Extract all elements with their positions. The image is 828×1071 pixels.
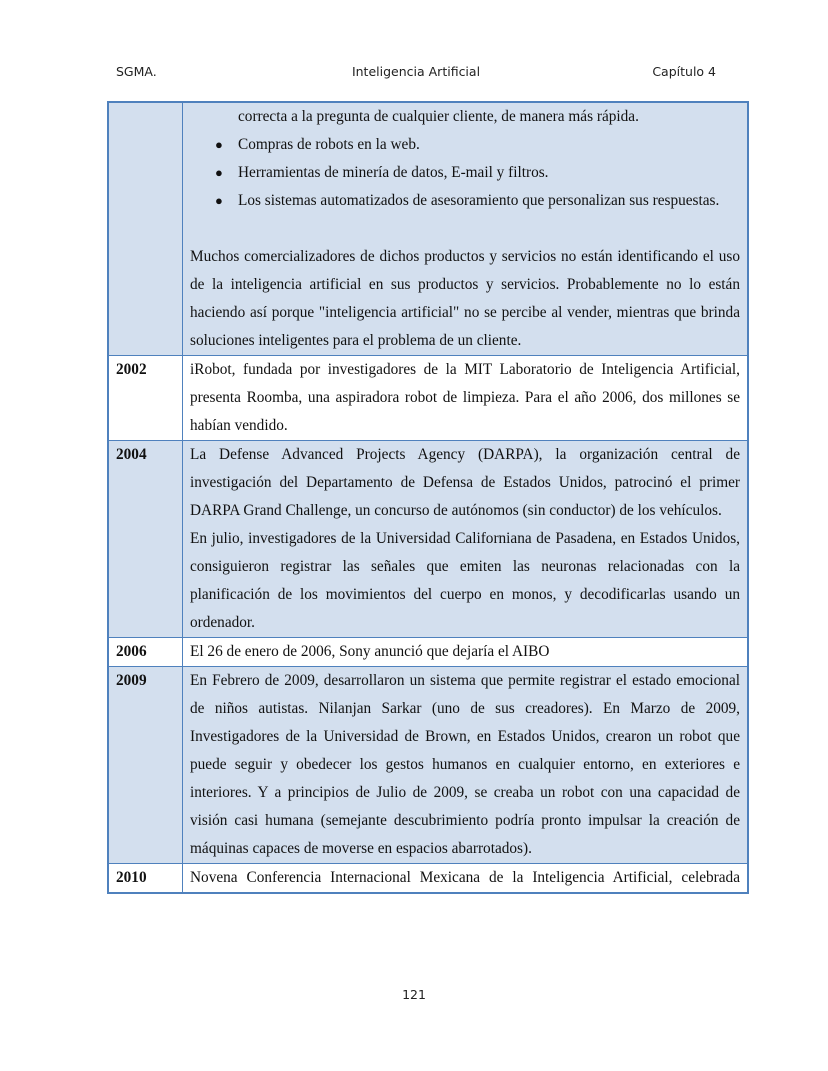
list-item-text: Herramientas de minería de datos, E-mail y filtros. xyxy=(238,164,549,181)
table-row xyxy=(108,102,748,356)
description-cell xyxy=(183,356,749,441)
year-cell: 2006 xyxy=(108,638,183,667)
table-row xyxy=(108,638,748,667)
paragraph: Muchos comercializadores de dichos productos y servicios no están identificando el uso de la inteligencia artificial en sus productos y servicios. Probablemente no lo están haciendo así porque "inteligencia artificial" no se percibe al vender, mientras que brinda soluciones inteligentes para el problema de un cliente. xyxy=(190,248,740,349)
header-left-text: SGMA. xyxy=(116,64,157,79)
paragraph: El 26 de enero de 2006, Sony anunció que dejaría el AIBO xyxy=(190,643,550,660)
list-item xyxy=(215,159,740,187)
spacer xyxy=(190,215,740,243)
page-header xyxy=(116,64,716,84)
list-item xyxy=(215,187,740,215)
description-cell xyxy=(183,864,749,894)
table-row xyxy=(108,864,748,894)
bullet-icon: ● xyxy=(215,165,223,180)
year-cell: 2004 xyxy=(108,441,183,638)
paragraph: iRobot, fundada por investigadores de la MIT Laboratorio de Inteligencia Artificial, presenta Roomba, una aspiradora robot de limpieza. Para el año 2006, dos millones se habían vendido. xyxy=(190,361,740,434)
timeline-table xyxy=(107,101,749,894)
list-item-text: Los sistemas automatizados de asesoramiento que personalizan sus respuestas. xyxy=(238,192,720,209)
continued-text: correcta a la pregunta de cualquier cliente, de manera más rápida. xyxy=(238,108,639,125)
paragraph: En julio, investigadores de la Universidad Californiana de Pasadena, en Estados Unidos, consiguieron registrar las señales que emiten las neuronas relacionadas con la planificación de los movimientos del cuerpo en monos, y decodificarlas usando un ordenador. xyxy=(190,530,740,631)
description-cell xyxy=(183,667,749,864)
year-cell: 2009 xyxy=(108,667,183,864)
bullet-icon: ● xyxy=(215,193,223,208)
year-cell: 2010 xyxy=(108,864,183,894)
paragraph: La Defense Advanced Projects Agency (DARPA), la organización central de investigación del Departamento de Defensa de Estados Unidos, patrocinó el primer DARPA Grand Challenge, un concurso de autónomos (sin conductor) de los vehículos. xyxy=(190,446,740,519)
header-title: Inteligencia Artificial xyxy=(351,64,481,79)
table-row xyxy=(108,356,748,441)
page-number: 121 xyxy=(402,987,426,1002)
paragraph: Novena Conferencia Internacional Mexicana de la Inteligencia Artificial, celebrada xyxy=(190,869,740,886)
paragraph: En Febrero de 2009, desarrollaron un sistema que permite registrar el estado emocional de niños autistas. Nilanjan Sarkar (uno de sus creadores). En Marzo de 2009, Investigadores de la Universidad de Brown, en Estados Unidos, crearon un robot que puede seguir y obedecer los gestos humanos en cualquier entorno, en exteriores e interiores. Y a principios de Julio de 2009, se creaba un robot con una capacidad de visión casi humana (semejante descubrimiento podría pronto impulsar la creación de máquinas capaces de moverse en espacios abarrotados). xyxy=(190,672,740,857)
description-cell xyxy=(183,638,749,667)
header-chapter: Capítulo 4 xyxy=(652,64,716,79)
bullet-list xyxy=(190,131,740,215)
year-cell: 2002 xyxy=(108,356,183,441)
bullet-icon: ● xyxy=(215,137,223,152)
list-item xyxy=(215,131,740,159)
table-row xyxy=(108,667,748,864)
table-row xyxy=(108,441,748,638)
description-cell xyxy=(183,441,749,638)
year-cell xyxy=(108,102,183,356)
description-cell xyxy=(183,102,749,356)
list-item-text: Compras de robots en la web. xyxy=(238,136,420,153)
